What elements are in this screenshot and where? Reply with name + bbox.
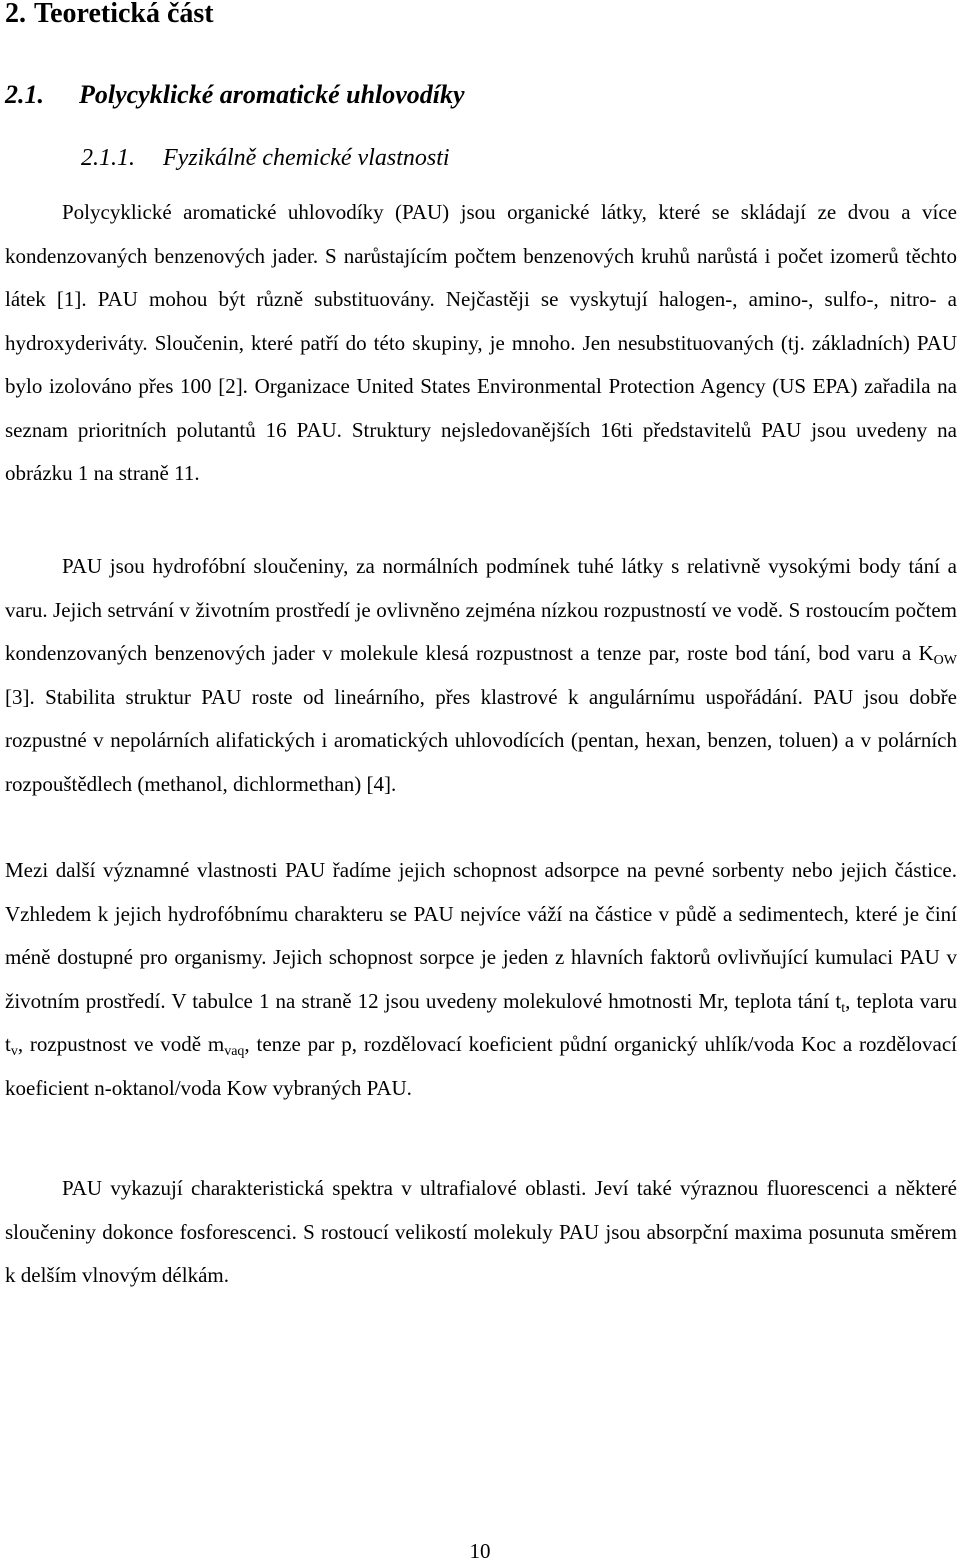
section-title: Polycyklické aromatické uhlovodíky — [79, 80, 465, 109]
kow-subscript: OW — [933, 653, 957, 668]
subsection-number: 2.1.1. — [81, 145, 135, 171]
chapter-title: Teoretická část — [34, 0, 214, 29]
paragraph-pau-definition: Polycyklické aromatické uhlovodíky (PAU) jsou organické látky, které se skládají ze dvou a více kondenzovaných benzenových jader. S narůstajícím počtem benzenových kruhů narůstá i počet izomerů těchto látek [1]. PAU mohou být různě substituovány. Nejčastěji se vyskytují halogen-, amino-, sulfo-, nitro- a hydroxyderiváty. Sloučenin, které patří do této skupiny, je mnoho. Jen nesubstituovaných (tj. základních) PAU bylo izolováno přes 100 [2]. Organizace United States Environmental Protection Agency (US EPA) zařadila na seznam prioritních polutantů 16 PAU. Struktury nejsledovanějších 16ti představitelů PAU jsou uvedeny na obrázku 1 na straně 11. — [5, 200, 957, 485]
paragraph-pau-properties — [5, 545, 957, 806]
subsection-heading — [81, 141, 450, 175]
paragraph-pau-properties-text-a: PAU jsou hydrofóbní sloučeniny, za normálních podmínek tuhé látky s relativně vysokými body tání a varu. Jejich setrvání v životním prostředí je ovlivněno zejména nízkou rozpustností ve vodě. S rostoucím počtem kondenzovaných benzenových jader v molekule klesá rozpustnost a tenze par, roste bod tání, bod varu a K — [5, 554, 957, 665]
paragraph-pau-sorption-text-b: , teplota varu t — [5, 988, 957, 1056]
page-number: 10 — [469, 1539, 491, 1563]
paragraph-pau-sorption-text-c: , rozpustnost ve vodě m — [17, 1032, 225, 1056]
melting-temp-subscript: t — [841, 1000, 846, 1016]
section-heading — [5, 77, 465, 113]
paragraph-pau-properties-text-b: [3]. Stabilita struktur PAU roste od lineárního, přes klastrové k angulárnímu uspořádání. PAU jsou dobře rozpustné v nepolárních alifatických i aromatických uhlovodících (pentan, hexan, benzen, toluen) a v polárních rozpouštědlech (methanol, dichlormethan) [4]. — [5, 684, 957, 796]
paragraph-pau-sorption-text-d: , tenze par p, rozdělovací koeficient půdní organický uhlík/voda Koc a rozdělovací koeficient n-oktanol/voda Kow vybraných PAU. — [5, 1032, 957, 1100]
chapter-number: 2. — [5, 0, 26, 29]
paragraph-pau-sorption — [5, 849, 957, 1110]
chapter-heading — [5, 0, 214, 32]
subsection-title: Fyzikálně chemické vlastnosti — [163, 145, 450, 171]
paragraph-pau-spectra: PAU vykazují charakteristická spektra v ultrafialové oblasti. Jeví také výraznou fluorescenci a některé sloučeniny dokonce fosforescenci. S rostoucí velikostí molekuly PAU jsou absorpční maxima posunuta směrem k delším vlnovým délkám. — [5, 1176, 957, 1287]
water-solubility-subscript: vaq — [224, 1044, 245, 1059]
paragraph-pau-sorption-text-a: Mezi další významné vlastnosti PAU řadíme jejich schopnost adsorpce na pevné sorbenty nebo jejich částice. Vzhledem k jejich hydrofóbnímu charakteru se PAU nejvíce váží na částice v půdě a sedimentech, které je činí méně dostupné pro organismy. Jejich schopnost sorpce je jeden z hlavních faktorů ovlivňující kumulaci PAU v životním prostředí. V tabulce 1 na straně 12 jsou uvedeny molekulové hmotnosti Mr, teplota tání t — [5, 858, 957, 1013]
section-number: 2.1. — [5, 80, 44, 109]
boiling-temp-subscript: v — [10, 1044, 18, 1059]
